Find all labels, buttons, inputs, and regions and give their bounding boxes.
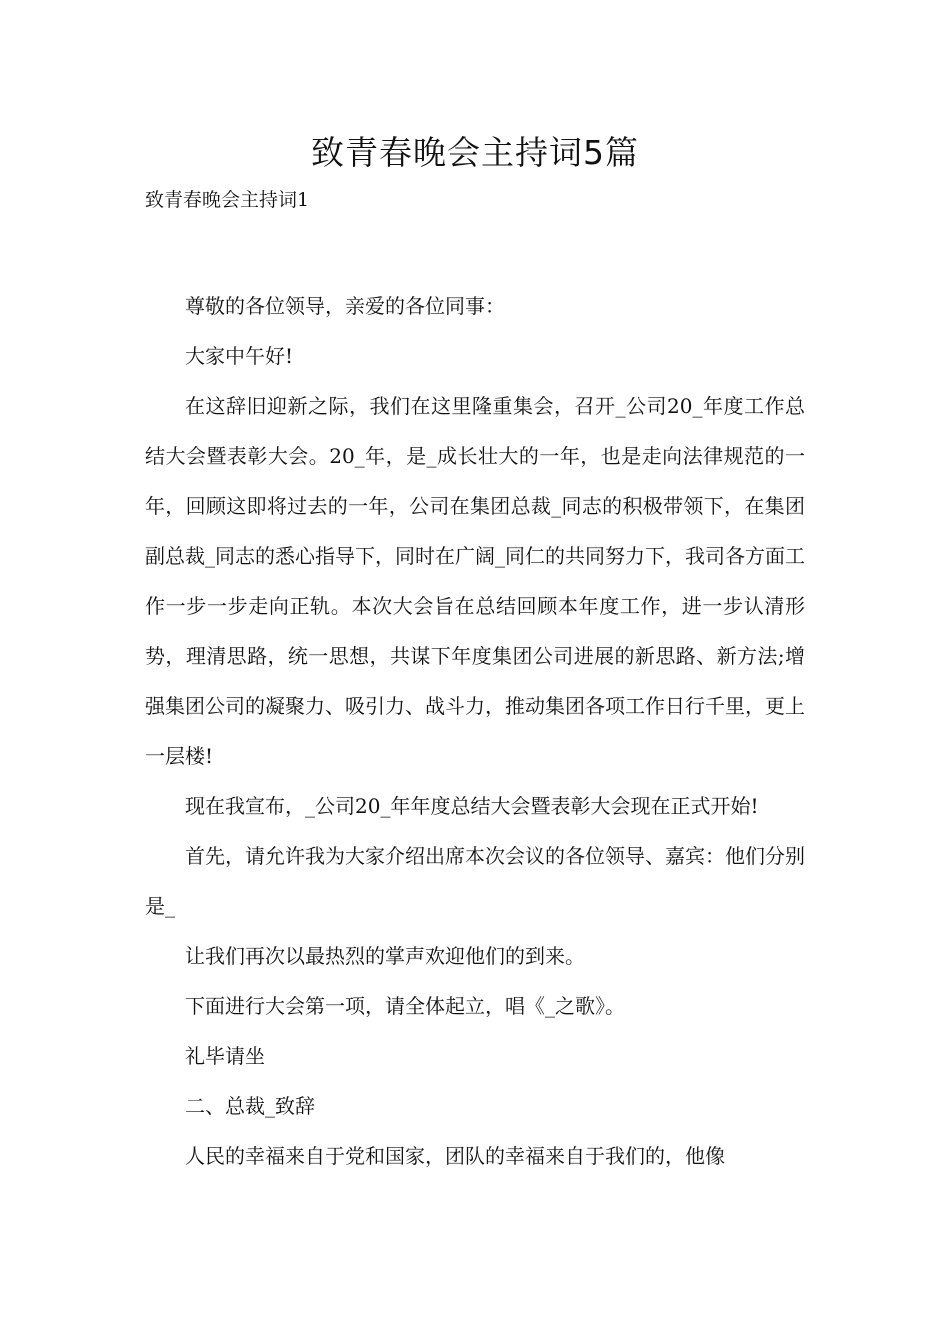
- paragraph-announcement: 现在我宣布，_公司20_年年度总结大会暨表彰大会现在正式开始!: [185, 794, 759, 818]
- paragraph-introduction: 首先，请允许我为大家介绍出席本次会议的各位领导、嘉宾：他们分别是_: [145, 844, 805, 918]
- document-title: 致青春晚会主持词5篇: [311, 133, 639, 172]
- paragraph-anthem: 下面进行大会第一项，请全体起立，唱《_之歌》。: [185, 994, 625, 1018]
- document-subtitle: 致青春晚会主持词1: [145, 189, 310, 211]
- paragraph-be-seated: 礼毕请坐: [185, 1044, 265, 1068]
- paragraph-president-speech: 人民的幸福来自于党和国家，团队的幸福来自于我们的，他像: [185, 1144, 725, 1168]
- document-body: [145, 281, 805, 1181]
- paragraph-opening: 在这辞旧迎新之际，我们在这里隆重集会，召开_公司20_年度工作总结大会暨表彰大会。20_年，是_成长壮大的一年，也是走向法律规范的一年，回顾这即将过去的一年，公司在集团总裁_同志的积极带领下，在集团副总裁_同志的悉心指导下，同时在广阔_同仁的共同努力下，我司各方面工作一步一步走向正轨。本次大会旨在总结回顾本年度工作，进一步认清形势，理清思路，统一思想，共谋下年度集团公司进展的新思路、新方法;增强集团公司的凝聚力、吸引力、战斗力，推动集团各项工作日行千里，更上一层楼!: [145, 394, 805, 768]
- paragraph-hello: 大家中午好!: [185, 344, 294, 368]
- paragraph-greeting: 尊敬的各位领导，亲爱的各位同事：: [185, 294, 505, 318]
- paragraph-section-two: 二、总裁_致辞: [185, 1094, 315, 1118]
- paragraph-applause: 让我们再次以最热烈的掌声欢迎他们的到来。: [185, 944, 585, 968]
